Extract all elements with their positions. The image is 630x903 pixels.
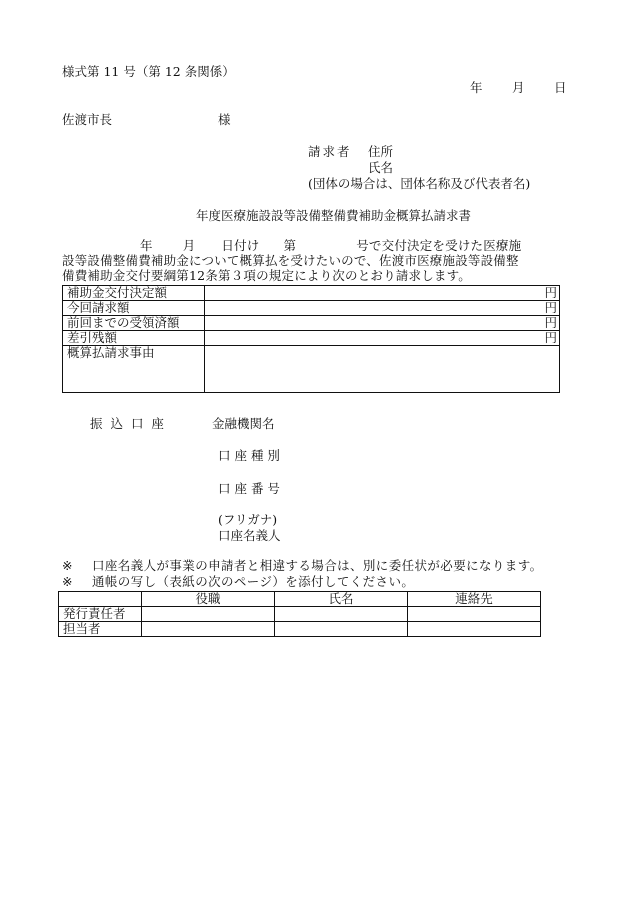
contact-table (58, 591, 541, 637)
note-text: 通帳の写し（表紙の次のページ）を添付してください。 (92, 574, 415, 589)
note-mark: ※ (62, 574, 73, 589)
header-position: 役職 (142, 592, 275, 607)
body-month: 月 (182, 238, 196, 253)
form-number: 様式第 11 号（第 12 条関係） (62, 64, 235, 79)
requester-name-label: 氏名 (368, 160, 394, 175)
request-paragraph (62, 238, 562, 283)
addressee-name: 佐渡市長 (62, 112, 113, 127)
document-title: 年度医療施設設等設備整備費補助金概算払請求書 (196, 208, 472, 223)
table-row (63, 301, 560, 316)
table-row (59, 607, 541, 622)
row-label-staff: 担当者 (59, 622, 142, 637)
header-contact: 連絡先 (408, 592, 541, 607)
amount-table (62, 285, 560, 393)
bank-section-title: 振 込 口 座 (90, 416, 166, 431)
table-row (63, 331, 560, 346)
row-label-issuer: 発行責任者 (59, 607, 142, 622)
amount-value-field[interactable] (205, 301, 560, 316)
amount-value-field[interactable] (205, 331, 560, 346)
body-line1-rest: 号で交付決定を受けた医療施 (356, 238, 522, 253)
yen-unit: 円 (544, 315, 557, 330)
addressee-honorific: 様 (218, 112, 231, 127)
note-mark: ※ (62, 558, 73, 573)
furigana-label: (フリガナ) (218, 512, 278, 527)
body-year: 年 (140, 238, 153, 253)
amount-label: 差引残額 (63, 331, 205, 346)
account-type-label: 口 座 種 別 (218, 448, 280, 463)
bank-institution-label: 金融機関名 (212, 416, 275, 431)
yen-unit: 円 (544, 285, 557, 300)
note-text: 口座名義人が事業の申請者と相違する場合は、別に委任状が必要になります。 (92, 558, 543, 573)
staff-position-field[interactable] (142, 622, 275, 637)
header-name: 氏名 (275, 592, 408, 607)
amount-label: 前回までの受領済額 (63, 316, 205, 331)
issuer-name-field[interactable] (275, 607, 408, 622)
account-number-label: 口 座 番 号 (218, 481, 280, 496)
table-row (63, 316, 560, 331)
table-row (63, 286, 560, 301)
staff-name-field[interactable] (275, 622, 408, 637)
amount-value-field[interactable] (205, 316, 560, 331)
reason-field[interactable] (205, 346, 560, 393)
body-number-prefix: 第 (283, 238, 297, 253)
staff-contact-field[interactable] (408, 622, 541, 637)
amount-label: 補助金交付決定額 (63, 286, 205, 301)
reason-label: 概算払請求事由 (63, 346, 205, 393)
table-row (59, 592, 541, 607)
yen-unit: 円 (544, 330, 557, 345)
requester-label: 請求者 (308, 144, 352, 159)
amount-label: 今回請求額 (63, 301, 205, 316)
body-line2: 設等設備整備費補助金について概算払を受けたいので、佐渡市医療施設等設備整 (62, 253, 519, 268)
amount-value-field[interactable] (205, 286, 560, 301)
date-day-label: 日 (554, 80, 567, 95)
yen-unit: 円 (544, 300, 557, 315)
body-day: 日付け (221, 238, 260, 253)
date-month-label: 月 (512, 80, 525, 95)
issuer-position-field[interactable] (142, 607, 275, 622)
body-line3: 備費補助金交付要綱第12条第３項の規定により次のとおり請求します。 (62, 268, 472, 283)
account-holder-label: 口座名義人 (218, 528, 281, 543)
issuer-contact-field[interactable] (408, 607, 541, 622)
table-row (59, 622, 541, 637)
table-row (63, 346, 560, 393)
requester-note: (団体の場合は、団体名称及び代表者名) (308, 176, 531, 191)
requester-address-label: 住所 (368, 144, 394, 159)
contact-header-blank (59, 592, 142, 607)
date-year-label: 年 (470, 80, 483, 95)
